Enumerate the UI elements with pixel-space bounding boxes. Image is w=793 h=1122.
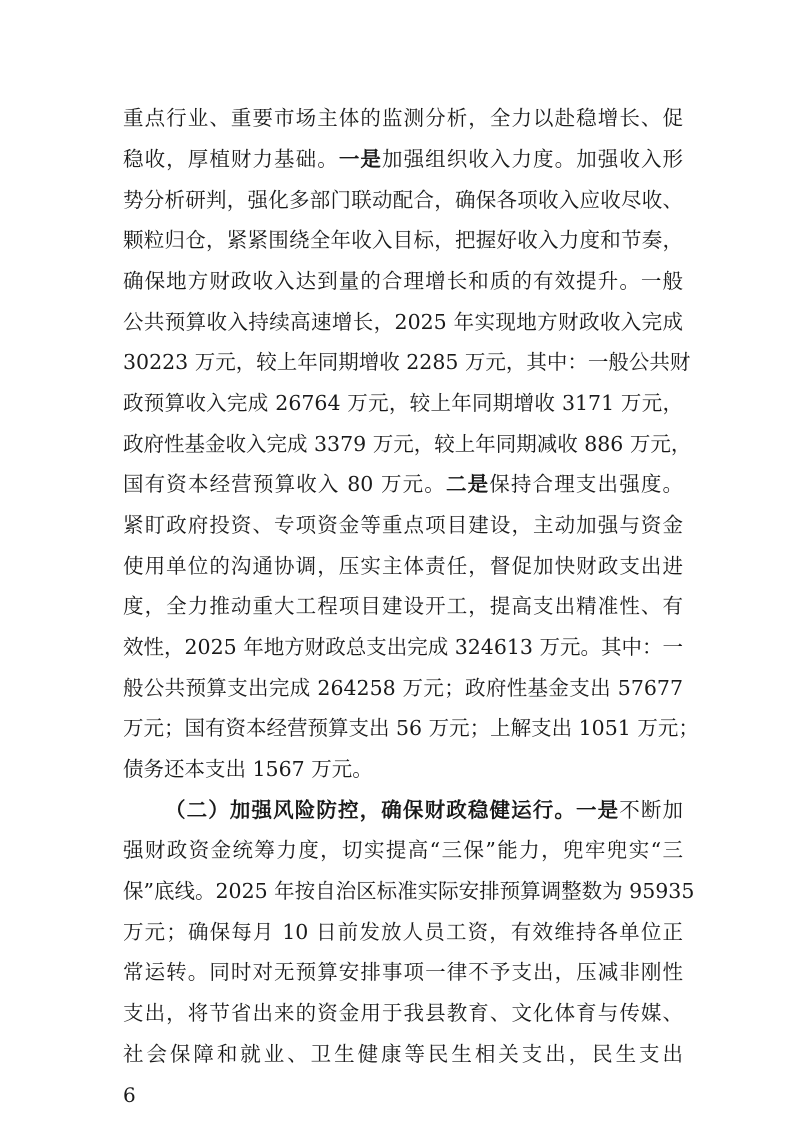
paragraph-line: 国有资本经营预算收入 80 万元。二是保持合理支出强度。: [123, 472, 684, 496]
paragraph-line: 颗粒归仓，紧紧围绕全年收入目标，把握好收入力度和节奏，: [123, 228, 683, 252]
paragraph-line: 30223 万元，较上年同期增收 2285 万元，其中：一般公共财: [123, 350, 691, 374]
section-heading: （二）加强风险防控，确保财政稳健运行。一是: [165, 798, 620, 822]
paragraph-line: 保”底线。2025 年按自治区标准实际安排预算调整数为 95935: [123, 879, 695, 903]
paragraph-line: 度，全力推动重大工程项目建设开工，提高支出精准性、有: [123, 594, 683, 618]
paragraph-line: 重点行业、重要市场主体的监测分析，全力以赴稳增长、促: [123, 106, 683, 130]
paragraph-line: 效性，2025 年地方财政总支出完成 324613 万元。其中：一: [123, 635, 683, 659]
bold-marker: 一是: [338, 147, 382, 171]
paragraph-line: 强财政资金统筹力度，切实提高“三保”能力，兜牢兜实“三: [123, 838, 683, 862]
paragraph-line: 政预算收入完成 26764 万元，较上年同期增收 3171 万元，: [123, 391, 683, 415]
paragraph-line: 稳收，厚植财力基础。一是加强组织收入力度。加强收入形: [123, 147, 684, 171]
bold-marker: 二是: [445, 472, 490, 496]
paragraph-line: 确保地方财政收入达到量的合理增长和质的有效提升。一般: [123, 269, 683, 293]
paragraph-line: 支出，将节省出来的资金用于我县教育、文化体育与传媒、: [123, 1001, 683, 1025]
paragraph-line: 社会保障和就业、卫生健康等民生相关支出，民生支出: [123, 1042, 683, 1066]
section-heading-line: （二）加强风险防控，确保财政稳健运行。一是不断加: [165, 798, 684, 822]
paragraph-line: 万元；国有资本经营预算支出 56 万元；上解支出 1051 万元；: [123, 716, 699, 740]
paragraph-line: 使用单位的沟通协调，压实主体责任，督促加快财政支出进: [123, 554, 683, 578]
paragraph-line: 债务还本支出 1567 万元。: [123, 757, 373, 781]
paragraph-line: 般公共预算支出完成 264258 万元；政府性基金支出 57677: [123, 676, 683, 700]
paragraph-line: 公共预算收入持续高速增长，2025 年实现地方财政收入完成: [123, 310, 683, 334]
paragraph-line: 紧盯政府投资、专项资金等重点项目建设，主动加强与资金: [123, 513, 683, 537]
page-number: 6: [123, 1083, 136, 1107]
paragraph-line: 势分析研判，强化多部门联动配合，确保各项收入应收尽收、: [123, 188, 683, 212]
paragraph-line: 常运转。同时对无预算安排事项一律不予支出，压减非刚性: [123, 960, 683, 984]
paragraph-line: 万元；确保每月 10 日前发放人员工资，有效维持各单位正: [123, 920, 683, 944]
paragraph-line: 政府性基金收入完成 3379 万元，较上年同期减收 886 万元，: [123, 432, 692, 456]
